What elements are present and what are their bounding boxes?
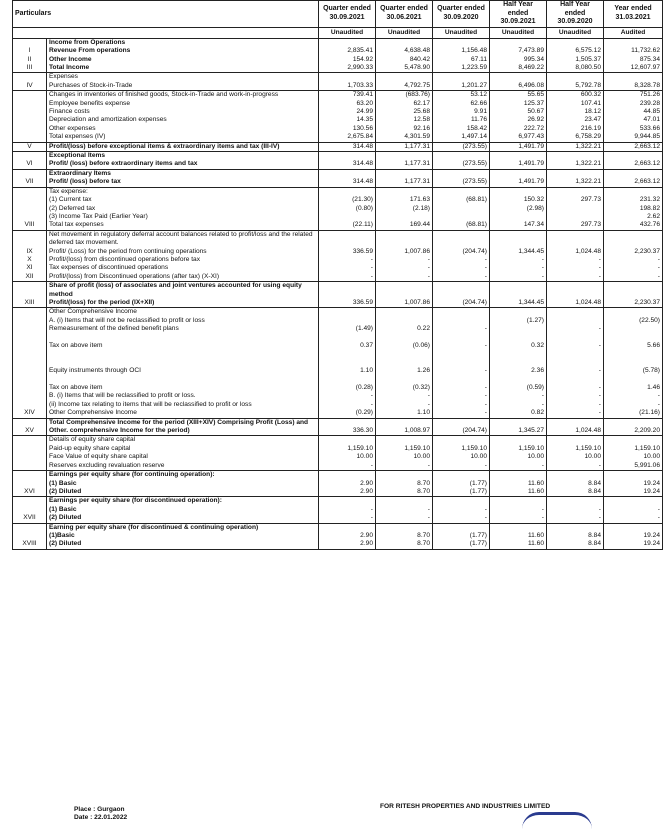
row-value: 1,159.10 10.00 - <box>490 436 547 471</box>
row-value: 2.90 2.90 <box>319 471 376 497</box>
row-number: XIV <box>13 308 47 418</box>
row-particulars: Changes in inventories of finished goods, Stock-in-Trade and work-in-progress Employee benefits expense Finance costs Depreciation and amortization expenses Other expenses Total expenses (IV) <box>47 91 319 142</box>
column-header: Half Year ended 30.09.2020 <box>547 1 604 28</box>
audit-status: Unaudited <box>490 27 547 38</box>
row-particulars: Share of profit (loss) of associates and joint ventures accounted for using equity method Profit/(loss) for the period (IX+XII) <box>47 282 319 308</box>
row-value: 53.12 62.66 9.91 11.76 158.42 1,497.14 <box>433 91 490 142</box>
row-value: 1,322.21 <box>547 169 604 187</box>
row-value: 171.63 (2.18) 169.44 <box>376 187 433 230</box>
row-value: 1,177.31 <box>376 142 433 151</box>
row-value: 314.48 <box>319 152 376 170</box>
financial-results-table <box>12 0 663 550</box>
row-value: 6,496.08 <box>490 73 547 91</box>
row-value: (22.50) 5.66 (5.78) 1.46 - - (21.16) <box>604 308 663 418</box>
row-number: VIII <box>13 187 47 230</box>
row-value: 1,156.48 67.11 1,223.59 <box>433 38 490 73</box>
row-value: 2,230.37 <box>604 282 663 308</box>
row-number: XV <box>13 418 47 436</box>
row-value: 1,491.79 <box>490 152 547 170</box>
table-row <box>13 497 663 523</box>
row-value: 1,007.86 <box>376 282 433 308</box>
row-value: 4,638.48 840.42 5,478.90 <box>376 38 433 73</box>
table-row <box>13 73 663 91</box>
row-value: (1.77) (1.77) <box>433 471 490 497</box>
column-header: Quarter ended 30.06.2021 <box>376 1 433 28</box>
row-particulars: Details of equity share capital Paid-up equity share capital Face Value of equity share capital Reserves excluding revaluation reserve <box>47 436 319 471</box>
column-header: Quarter ended 30.09.2020 <box>433 1 490 28</box>
row-value: 1,344.45 - - - <box>490 230 547 281</box>
row-particulars: Total Comprehensive Income for the period (XIII+XIV) Comprising Profit (Loss) and Other. comprehensive Income for the period) <box>47 418 319 436</box>
row-number: V <box>13 142 47 151</box>
row-value: 1,007.86 - - - <box>376 230 433 281</box>
date-label: Date : 22.01.2022 <box>74 814 128 821</box>
row-value: 8.70 8.70 <box>376 471 433 497</box>
row-particulars: Profit/(loss) before exceptional items & extraordinary items and tax (III-IV) <box>47 142 319 151</box>
table-body <box>13 38 663 549</box>
table-row <box>13 436 663 471</box>
audit-spacer <box>13 27 319 38</box>
row-value: 739.41 63.20 24.99 14.35 130.56 2,675.84 <box>319 91 376 142</box>
row-value: (1.27) 0.32 2.36 (0.59) - - 0.82 <box>490 308 547 418</box>
row-value: (1.77) (1.77) <box>433 523 490 549</box>
row-value: 1,024.48 <box>547 282 604 308</box>
row-particulars: Earnings per equity share (for discontinued operation): (1) Basic (2) Diluted <box>47 497 319 523</box>
row-value: 0.22 (0.06) 1.26 (0.32) - - 1.10 <box>376 308 433 418</box>
row-number: XVII <box>13 497 47 523</box>
row-value: 600.32 107.41 18.12 23.47 216.19 6,758.29 <box>547 91 604 142</box>
row-value: 55.65 125.37 50.67 26.92 222.72 6,977.43 <box>490 91 547 142</box>
financial-results-sheet <box>12 0 662 821</box>
row-value: 314.48 <box>319 142 376 151</box>
row-number: I II III <box>13 38 47 73</box>
row-number: VII <box>13 169 47 187</box>
row-number: XVIII <box>13 523 47 549</box>
table-row <box>13 91 663 142</box>
row-value: 11,732.62 875.34 12,607.97 <box>604 38 663 73</box>
table-row <box>13 282 663 308</box>
row-particulars: Expenses Purchases of Stock-in-Trade <box>47 73 319 91</box>
row-value: (273.55) <box>433 169 490 187</box>
row-value: - - <box>547 497 604 523</box>
row-value: (21.30) (0.80) (22.11) <box>319 187 376 230</box>
row-value: 1,024.48 <box>547 418 604 436</box>
row-value: 8.84 8.84 <box>547 523 604 549</box>
row-number: XIII <box>13 282 47 308</box>
row-value: 1,159.10 10.00 - <box>547 436 604 471</box>
row-number: IV <box>13 73 47 91</box>
row-particulars: Earnings per equity share (for continuing operation): (1) Basic (2) Diluted <box>47 471 319 497</box>
audit-status: Unaudited <box>433 27 490 38</box>
row-value: 2,835.41 154.92 2,990.33 <box>319 38 376 73</box>
row-value: 8.84 8.84 <box>547 471 604 497</box>
row-value: 11.60 11.60 <box>490 523 547 549</box>
row-value: (273.55) <box>433 142 490 151</box>
row-value: 1,177.31 <box>376 169 433 187</box>
row-particulars: Extraordinary Items Profit/ (loss) before tax <box>47 169 319 187</box>
row-value: - - <box>376 497 433 523</box>
row-particulars: Income from Operations Revenue From operations Other Income Total Income <box>47 38 319 73</box>
row-particulars: Earning per equity share (for discontinued & continuing operation) (1)Basic (2) Diluted <box>47 523 319 549</box>
row-particulars: Exceptional Items Profit/ (loss) before extraordinary items and tax <box>47 152 319 170</box>
row-particulars: Other Comprehensive Income A. (i) Items that will not be reclassified to profit or loss Remeasurement of the defined benefit plans Tax on above item Equity instruments through OCI Tax on above item B. (i) Items that will be reclassified to profit or loss. (ii) Income tax relating to items that will be reclassified to profit or loss Other Comprehensive Income <box>47 308 319 418</box>
row-value: 336.30 <box>319 418 376 436</box>
table-row <box>13 471 663 497</box>
table-row <box>13 187 663 230</box>
row-value: 1,201.27 <box>433 73 490 91</box>
row-number: XVI <box>13 471 47 497</box>
row-value: 1,322.21 <box>547 152 604 170</box>
row-value: 1,703.33 <box>319 73 376 91</box>
row-value: 1,159.10 10.00 - <box>376 436 433 471</box>
row-value: (204.74) - - - <box>433 230 490 281</box>
row-value: (683.76) 62.17 25.68 12.58 92.16 4,301.59 <box>376 91 433 142</box>
row-value: 4,792.75 <box>376 73 433 91</box>
table-row <box>13 38 663 73</box>
row-particulars: Tax expense: (1) Current tax (2) Deferred tax (3) Income Tax Paid (Earlier Year) Total tax expenses <box>47 187 319 230</box>
row-number: IX X XI XII <box>13 230 47 281</box>
audit-status: Unaudited <box>547 27 604 38</box>
row-value: 2,663.12 <box>604 152 663 170</box>
row-number <box>13 91 47 142</box>
row-value: - - <box>319 497 376 523</box>
row-value: (273.55) <box>433 152 490 170</box>
row-value: - - <box>604 497 663 523</box>
header-row <box>13 1 663 28</box>
row-value: (204.74) <box>433 282 490 308</box>
row-value: 1,159.10 10.00 - <box>433 436 490 471</box>
column-header: Quarter ended 30.09.2021 <box>319 1 376 28</box>
row-value: 1,024.48 - - - <box>547 230 604 281</box>
row-value: 19.24 19.24 <box>604 523 663 549</box>
table-row <box>13 142 663 151</box>
table-row <box>13 418 663 436</box>
audit-status: Unaudited <box>376 27 433 38</box>
row-value: (1.49) 0.37 1.10 (0.28) - - (0.29) <box>319 308 376 418</box>
row-value: 231.32 198.82 2.62 432.76 <box>604 187 663 230</box>
row-value: 2,663.12 <box>604 169 663 187</box>
row-value: 150.32 (2.98) 147.34 <box>490 187 547 230</box>
table-row <box>13 523 663 549</box>
row-value: 2,663.12 <box>604 142 663 151</box>
row-value: 1,322.21 <box>547 142 604 151</box>
row-value: - - - - - - - <box>433 308 490 418</box>
row-particulars: Net movement in regulatory deferral account balances related to profit/loss and the related deferred tax movement. Profit/ (Loss) for the period from continuing operations Profit/(loss) from discontinued operations before tax Tax expenses of discontinued operations Profit/(loss) from Discontinued operations (after tax) (X-XI) <box>47 230 319 281</box>
table-row <box>13 230 663 281</box>
audit-status-row <box>13 27 663 38</box>
row-value: 6,575.12 1,505.37 8,080.50 <box>547 38 604 73</box>
row-number <box>13 436 47 471</box>
row-value: 11.60 11.60 <box>490 471 547 497</box>
company-name: FOR RITESH PROPERTIES AND INDUSTRIES LIMITED <box>380 803 551 810</box>
row-value: 1,345.27 <box>490 418 547 436</box>
row-value: 751.26 239.28 44.85 47.01 533.66 9,944.85 <box>604 91 663 142</box>
row-value: 1,159.10 10.00 - <box>319 436 376 471</box>
row-value: 1,344.45 <box>490 282 547 308</box>
row-value: 336.59 <box>319 282 376 308</box>
row-value: 19.24 19.24 <box>604 471 663 497</box>
audit-status: Unaudited <box>319 27 376 38</box>
row-value: - - <box>433 497 490 523</box>
row-value: 1,491.79 <box>490 142 547 151</box>
row-value: 314.48 <box>319 169 376 187</box>
row-value: 1,159.10 10.00 5,991.06 <box>604 436 663 471</box>
row-value: 2.90 2.90 <box>319 523 376 549</box>
row-number: VI <box>13 152 47 170</box>
audit-status: Audited <box>604 27 663 38</box>
row-value: - - - - - - - <box>547 308 604 418</box>
row-value: 2,209.20 <box>604 418 663 436</box>
row-value: 1,491.79 <box>490 169 547 187</box>
row-value: 336.59 - - - <box>319 230 376 281</box>
place-label: Place : Gurgaon <box>74 806 125 813</box>
column-header: Year ended 31.03.2021 <box>604 1 663 28</box>
row-value: 8,328.78 <box>604 73 663 91</box>
column-header: Half Year ended 30.09.2021 <box>490 1 547 28</box>
table-row <box>13 152 663 170</box>
particulars-header: Particulars <box>13 1 319 28</box>
footer-place-date <box>74 806 127 822</box>
table-row <box>13 308 663 418</box>
row-value: 8.70 8.70 <box>376 523 433 549</box>
row-value: (68.81) (68.81) <box>433 187 490 230</box>
table-row <box>13 169 663 187</box>
row-value: 1,177.31 <box>376 152 433 170</box>
row-value: (204.74) <box>433 418 490 436</box>
row-value: 2,230.37 - - - <box>604 230 663 281</box>
row-value: - - <box>490 497 547 523</box>
row-value: 5,792.78 <box>547 73 604 91</box>
row-value: 1,008.97 <box>376 418 433 436</box>
row-value: 7,473.89 995.34 8,469.22 <box>490 38 547 73</box>
company-seal <box>522 812 592 829</box>
row-value: 297.73 297.73 <box>547 187 604 230</box>
